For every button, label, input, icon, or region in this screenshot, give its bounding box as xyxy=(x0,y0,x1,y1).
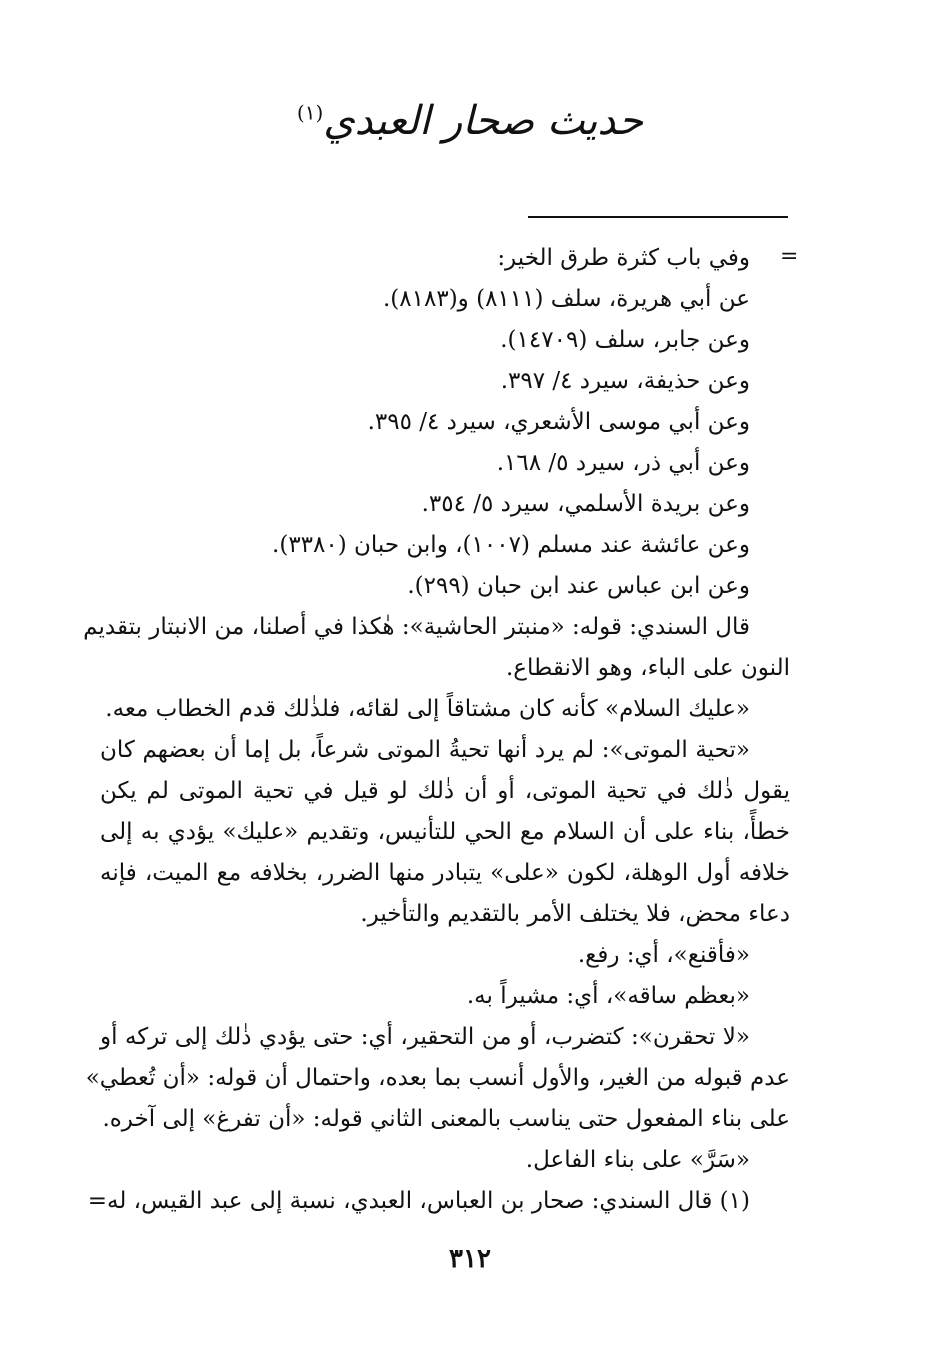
text-line: خطأً، بناء على أن السلام مع الحي للتأنيس، وتقديم «عليك» يؤدي به إلى xyxy=(100,819,790,845)
title-footnote-ref: (١) xyxy=(296,100,324,125)
text-line: وعن بريدة الأسلمي، سيرد ٥/ ٣٥٤. xyxy=(421,491,750,517)
continuation-mark: = xyxy=(780,244,799,269)
text-line: «لا تحقرن»: كتضرب، أو من التحقير، أي: حتى يؤدي ذٰلك إلى تركه أو xyxy=(100,1024,750,1050)
text-line: وعن حذيفة، سيرد ٤/ ٣٩٧. xyxy=(500,368,750,394)
footnote-body xyxy=(83,238,790,1222)
page-number: ٣١٢ xyxy=(449,1244,491,1274)
text-line: وعن جابر، سلف (١٤٧٠٩). xyxy=(500,327,750,353)
text-line: وعن أبي ذر، سيرد ٥/ ١٦٨. xyxy=(496,450,750,476)
text-line: وفي باب كثرة طرق الخير: xyxy=(497,245,750,271)
chapter-title xyxy=(0,98,940,144)
text-line: وعن عائشة عند مسلم (١٠٠٧)، وابن حبان (٣٣٨٠). xyxy=(272,532,750,558)
text-line: وعن أبي موسى الأشعري، سيرد ٤/ ٣٩٥. xyxy=(367,409,750,435)
text-line: «عليك السلام» كأنه كان مشتاقاً إلى لقائه، فلذٰلك قدم الخطاب معه. xyxy=(105,696,750,722)
text-line: يقول ذٰلك في تحية الموتى، أو أن ذٰلك لو قيل في تحية الموتى لم يكن xyxy=(100,778,790,804)
chapter-title-text: حديث صحار العبدي xyxy=(323,98,644,144)
text-line: وعن ابن عباس عند ابن حبان (٢٩٩). xyxy=(407,573,750,599)
text-line: قال السندي: قوله: «منبتر الحاشية»: هٰكذا في أصلنا، من الانبتار بتقديم xyxy=(83,614,750,640)
text-line: النون على الباء، وهو الانقطاع. xyxy=(505,655,790,681)
text-line: دعاء محض، فلا يختلف الأمر بالتقديم والتأخير. xyxy=(360,901,790,927)
text-line: على بناء المفعول حتى يناسب بالمعنى الثاني قوله: «أن تفرغ» إلى آخره. xyxy=(102,1106,790,1132)
text-line: «سَرَّ» على بناء الفاعل. xyxy=(525,1147,750,1173)
text-line: خلافه أول الوهلة، لكون «على» يتبادر منها الضرر، بخلافه مع الميت، فإنه xyxy=(100,860,790,886)
text-line: «تحية الموتى»: لم يرد أنها تحيةُ الموتى شرعاً، بل إما أن بعضهم كان xyxy=(100,737,750,763)
text-line: عن أبي هريرة، سلف (٨١١١) و(٨١٨٣). xyxy=(382,286,750,312)
footnote-line: (١) قال السندي: صحار بن العباس، العبدي، نسبة إلى عبد القيس، له= xyxy=(87,1188,750,1214)
text-line: عدم قبوله من الغير، والأول أنسب بما بعده، واحتمال أن قوله: «أن تُعطي» xyxy=(85,1065,790,1091)
text-line: «فأقنع»، أي: رفع. xyxy=(577,942,750,968)
text-line: «بعظم ساقه»، أي: مشيراً به. xyxy=(466,983,750,1009)
footnote-separator-line xyxy=(528,216,788,218)
